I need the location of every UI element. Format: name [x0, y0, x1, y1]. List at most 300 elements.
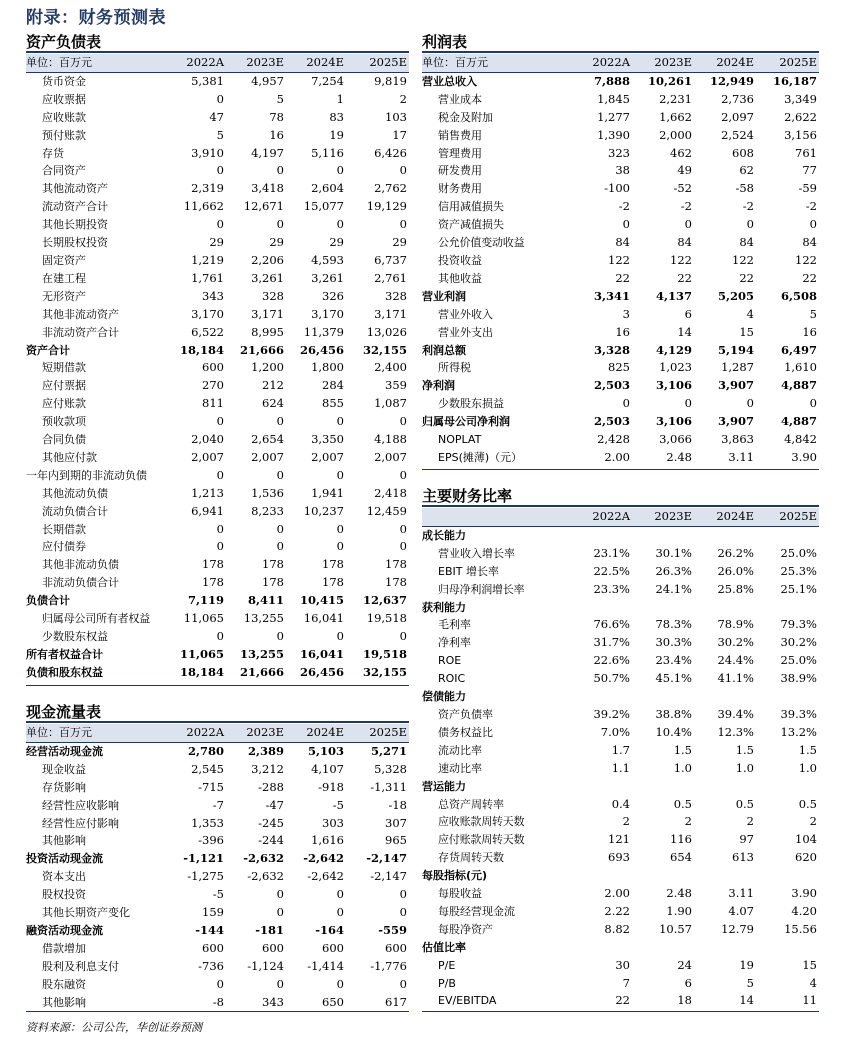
row-value: 24.4%	[717, 653, 754, 668]
row-value: -736	[198, 958, 224, 973]
row-value: 3,212	[251, 761, 284, 776]
row-label: 流动比率	[438, 743, 482, 757]
row-value: 84	[802, 235, 817, 250]
row-value: 4,957	[251, 73, 284, 88]
row-value: -396	[198, 833, 224, 848]
row-value: 39.4%	[717, 706, 754, 721]
row-value	[694, 867, 756, 885]
table-row	[422, 545, 819, 563]
row-label: 负债和股东权益	[26, 665, 103, 679]
row-value: 19	[329, 127, 344, 142]
row-value: 4,107	[311, 761, 344, 776]
row-value: 38	[615, 163, 630, 178]
table-row	[26, 72, 409, 90]
row-value: 600	[202, 360, 224, 375]
row-value: 29	[209, 235, 224, 250]
row-label: 非流动资产合计	[42, 325, 119, 339]
row-value: 0	[336, 521, 344, 536]
row-value: 23.1%	[593, 545, 630, 560]
table-row	[26, 742, 409, 760]
row-value: 0	[622, 217, 630, 232]
row-value: 2	[809, 814, 817, 829]
row-value: 18,184	[179, 664, 224, 679]
row-label: 应付债券	[42, 540, 86, 554]
row-value: 178	[262, 575, 284, 590]
row-value: -1,124	[247, 958, 284, 973]
table-row	[422, 867, 819, 885]
row-label: 营运能力	[422, 779, 466, 793]
row-value: 359	[385, 378, 407, 393]
row-value: 11,065	[179, 646, 224, 661]
row-label: 公允价值变动收益	[438, 236, 525, 250]
table-row	[422, 849, 819, 867]
row-value: 2,761	[374, 270, 407, 285]
cash-flow-title: 现金流量表	[26, 703, 102, 721]
row-value: 29	[269, 235, 284, 250]
row-value: 4,842	[784, 432, 817, 447]
table-row	[422, 216, 819, 234]
row-value: 6,737	[374, 252, 407, 267]
row-value: 3,171	[251, 306, 284, 321]
row-value: 3.90	[791, 449, 817, 464]
row-label: 税金及附加	[438, 110, 493, 124]
row-value: -144	[195, 922, 224, 937]
row-value: 0	[336, 467, 344, 482]
row-value: 178	[262, 557, 284, 572]
row-value	[756, 867, 819, 885]
row-value: 0	[684, 217, 692, 232]
table-row	[422, 127, 819, 145]
row-label: 其他长期投资	[42, 218, 108, 232]
row-value: 4.07	[728, 903, 754, 918]
table-row	[26, 574, 409, 592]
row-value: 0	[684, 396, 692, 411]
row-value: 600	[385, 940, 407, 955]
row-label: 股权投资	[42, 888, 86, 902]
row-value: 19,518	[366, 611, 407, 626]
row-label: 资产减值损失	[438, 218, 504, 232]
row-value: 30.2%	[780, 635, 817, 650]
row-value: 2,007	[251, 449, 284, 464]
row-value: 24.1%	[655, 581, 692, 596]
table-row	[26, 467, 409, 485]
row-value: 22	[802, 270, 817, 285]
row-value: 22	[739, 270, 754, 285]
row-value: 5	[809, 306, 817, 321]
row-label: 一年内到期的非流动负债	[26, 468, 147, 482]
row-label: 少数股东权益	[42, 630, 108, 643]
row-value: 0	[276, 414, 284, 429]
row-value: 0	[216, 976, 224, 991]
row-value: 2,319	[191, 181, 224, 196]
row-label: 归属母公司所有者权益	[42, 612, 150, 626]
row-value	[756, 939, 819, 957]
row-value: 0	[399, 905, 407, 920]
row-label: 营业外收入	[438, 307, 493, 321]
row-value: 5,271	[370, 743, 407, 758]
cash-flow-table	[26, 724, 409, 1012]
table-row	[26, 288, 409, 306]
row-value: 5,194	[717, 342, 754, 357]
row-value: 21,666	[239, 664, 284, 679]
row-value: 159	[202, 905, 224, 920]
row-label: 应付账款	[42, 397, 86, 411]
row-value: 13,026	[366, 324, 407, 339]
row-value: 122	[608, 252, 630, 267]
row-value: 11	[802, 993, 817, 1008]
row-value: 5	[746, 975, 754, 990]
table-row	[422, 831, 819, 849]
row-value: 3,106	[655, 414, 692, 429]
table-row	[26, 904, 409, 922]
row-value: 26,456	[299, 342, 344, 357]
row-value: 0.5	[673, 796, 692, 811]
table-row	[422, 234, 819, 252]
table-row	[422, 921, 819, 939]
row-value: 825	[608, 360, 630, 375]
row-value: 0	[336, 539, 344, 554]
row-value: -1,414	[307, 958, 344, 973]
row-value: -8	[212, 994, 224, 1009]
row-label: 投资活动现金流	[26, 852, 103, 866]
row-value: 0	[399, 414, 407, 429]
row-value: 84	[739, 235, 754, 250]
row-value: 7	[622, 975, 630, 990]
row-value: 13.2%	[780, 724, 817, 739]
table-row	[26, 940, 409, 958]
row-value: 1.0	[673, 760, 692, 775]
row-value: 1,219	[191, 252, 224, 267]
table-row	[422, 688, 819, 706]
row-value: 0	[216, 467, 224, 482]
ratios-panel	[422, 485, 819, 1017]
row-value: 30.1%	[655, 545, 692, 560]
row-value: 24	[677, 957, 692, 972]
row-value: 11,065	[183, 611, 224, 626]
row-label: 营业总收入	[422, 74, 477, 88]
row-value: -7	[212, 797, 224, 812]
row-value: 2.48	[666, 886, 692, 901]
row-value: 0	[399, 887, 407, 902]
row-value: 25.8%	[717, 581, 754, 596]
row-value: 26,456	[299, 664, 344, 679]
row-value: 0	[276, 976, 284, 991]
table-row	[422, 760, 819, 778]
row-label: 预付账款	[42, 128, 86, 142]
row-label: 在建工程	[42, 271, 86, 285]
table-row	[26, 503, 409, 521]
row-value: 29	[329, 235, 344, 250]
row-value: -59	[798, 181, 817, 196]
row-value	[756, 778, 819, 796]
row-label: 归母净利润增长率	[438, 582, 525, 596]
header-year: 2023E	[226, 724, 286, 742]
table-row	[422, 72, 819, 90]
row-value: 22.6%	[593, 653, 630, 668]
table-row	[26, 994, 409, 1012]
row-value: 0	[809, 217, 817, 232]
row-value: 25.3%	[780, 563, 817, 578]
table-row	[26, 556, 409, 574]
row-label: 营业外支出	[438, 325, 493, 339]
header-year: 2023E	[632, 508, 694, 526]
row-value: 116	[670, 832, 692, 847]
table-row	[26, 234, 409, 252]
table-row	[26, 538, 409, 556]
row-value: 2,736	[721, 91, 754, 106]
row-label: 投资收益	[438, 253, 482, 267]
row-value: 122	[795, 252, 817, 267]
row-value: 12.3%	[717, 724, 754, 739]
row-value	[572, 599, 632, 617]
row-value: 1,761	[191, 270, 224, 285]
cash-flow-panel	[26, 701, 409, 1017]
table-row	[422, 359, 819, 377]
row-value: 3,106	[655, 378, 692, 393]
table-row	[26, 958, 409, 976]
row-value: 12.79	[721, 921, 754, 936]
row-value: 32,155	[362, 664, 407, 679]
row-label: 资本支出	[42, 870, 86, 884]
row-value: 178	[202, 557, 224, 572]
table-row	[26, 198, 409, 216]
row-value: 693	[608, 850, 630, 865]
row-value: 2,007	[374, 449, 407, 464]
table-row	[26, 886, 409, 904]
row-value: 3.90	[791, 886, 817, 901]
row-value: 7.0%	[600, 724, 630, 739]
table-row	[26, 109, 409, 127]
row-value: -100	[604, 181, 630, 196]
row-value: 5,103	[307, 743, 344, 758]
row-value	[632, 939, 694, 957]
table-row	[422, 634, 819, 652]
row-value: 38.8%	[655, 706, 692, 721]
row-label: 短期借款	[42, 361, 86, 375]
row-label: 应付账款周转天数	[438, 833, 525, 847]
row-value: 1,023	[659, 360, 692, 375]
row-value: 29	[392, 235, 407, 250]
row-value: 50.7%	[593, 671, 630, 686]
row-value: 3.11	[728, 886, 754, 901]
table-row	[26, 485, 409, 503]
row-value: -2	[680, 199, 692, 214]
row-label: 偿债能力	[422, 690, 466, 704]
row-value: 23.3%	[593, 581, 630, 596]
row-label: 财务费用	[438, 182, 482, 196]
table-row	[26, 359, 409, 377]
row-value: 1,941	[311, 485, 344, 500]
row-value: 22	[615, 270, 630, 285]
row-value: 97	[739, 832, 754, 847]
row-value: 2,604	[311, 181, 344, 196]
row-value: 12,949	[709, 73, 754, 88]
row-value: 77	[802, 163, 817, 178]
row-label: EBIT 增长率	[438, 564, 499, 578]
table-row	[26, 521, 409, 539]
row-value	[572, 778, 632, 796]
row-value: 0	[399, 629, 407, 643]
table-header-row	[422, 508, 819, 526]
table-row	[422, 563, 819, 581]
row-value: 6,497	[780, 342, 817, 357]
table-row	[422, 162, 819, 180]
row-value: 0	[399, 539, 407, 554]
row-value: 6,522	[191, 324, 224, 339]
row-value: 121	[608, 832, 630, 847]
row-label: 成长能力	[422, 528, 466, 542]
table-row	[422, 616, 819, 634]
row-value: 122	[670, 252, 692, 267]
row-value: 3,261	[311, 270, 344, 285]
row-value: -715	[198, 779, 224, 794]
row-value: 5,116	[311, 145, 344, 160]
row-value: 32,155	[362, 342, 407, 357]
row-value	[756, 688, 819, 706]
row-value: 6,426	[374, 145, 407, 160]
row-value: 39.3%	[780, 706, 817, 721]
row-value: 13,255	[243, 611, 284, 626]
row-value: 78.3%	[655, 617, 692, 632]
row-value: 650	[322, 994, 344, 1009]
row-value: 4,188	[374, 432, 407, 447]
row-value: 2,428	[597, 432, 630, 447]
table-row	[422, 431, 819, 449]
row-value: 103	[385, 109, 407, 124]
row-value: 84	[615, 235, 630, 250]
row-value: -58	[735, 181, 754, 196]
table-row	[26, 431, 409, 449]
row-value: 1,662	[659, 109, 692, 124]
row-value: 855	[322, 396, 344, 411]
row-value: -2,147	[370, 869, 407, 884]
row-label: 其他应付款	[42, 450, 97, 464]
row-value: 78.9%	[717, 617, 754, 632]
row-value: 0	[622, 396, 630, 411]
table-row	[422, 939, 819, 957]
row-value: 0	[216, 163, 224, 178]
table-row	[422, 413, 819, 431]
row-value: 6,941	[191, 503, 224, 518]
row-value: 8,411	[247, 593, 284, 608]
row-value: 5,328	[374, 761, 407, 776]
income-statement-title-rule	[422, 51, 819, 53]
row-value: 178	[322, 557, 344, 572]
table-row	[26, 91, 409, 109]
row-value: 178	[322, 575, 344, 590]
row-label: 所得税	[438, 361, 471, 375]
row-value: 16,187	[772, 73, 817, 88]
table-row	[26, 850, 409, 868]
row-value: 4,593	[311, 252, 344, 267]
row-value: 84	[677, 235, 692, 250]
row-value: 212	[262, 378, 284, 393]
row-value: -47	[265, 797, 284, 812]
row-value: 617	[385, 994, 407, 1009]
row-value: 0	[276, 539, 284, 554]
row-value: 10.4%	[655, 724, 692, 739]
table-row	[422, 306, 819, 324]
row-value: 22	[615, 993, 630, 1008]
row-label: 流动资产合计	[42, 200, 108, 214]
row-value: 328	[262, 288, 284, 303]
table-row	[422, 724, 819, 742]
table-row	[26, 646, 409, 664]
table-row	[26, 832, 409, 850]
row-value: -559	[378, 922, 407, 937]
row-label: 经营性应收影响	[42, 798, 119, 812]
row-value: 462	[670, 145, 692, 160]
row-label: 长期借款	[42, 522, 86, 536]
row-value: 5	[276, 91, 284, 106]
row-value: 2.48	[666, 449, 692, 464]
ratios-title-rule	[422, 505, 819, 507]
row-value: 23.4%	[655, 653, 692, 668]
table-row	[422, 91, 819, 109]
row-value: 2,762	[374, 181, 407, 196]
balance-sheet-table	[26, 54, 409, 682]
row-value: 4	[746, 306, 754, 321]
row-value: 1.5	[735, 742, 754, 757]
row-value: 1,390	[597, 127, 630, 142]
row-value: 6	[684, 306, 692, 321]
row-value: 1,536	[251, 485, 284, 500]
table-row	[26, 592, 409, 610]
row-label: 存货周转天数	[438, 851, 504, 865]
row-value: -288	[258, 779, 284, 794]
row-value: 83	[329, 109, 344, 124]
table-row	[26, 252, 409, 270]
row-value: 79.3%	[780, 617, 817, 632]
header-unit-label: 单位：百万元	[26, 724, 166, 742]
row-value: 25.0%	[780, 653, 817, 668]
row-value: 3,418	[251, 181, 284, 196]
row-label: 合同资产	[42, 164, 86, 178]
row-label: 营业收入增长率	[438, 546, 515, 560]
row-value: 0	[399, 976, 407, 991]
row-value: 1,610	[784, 360, 817, 375]
row-value: 17	[392, 127, 407, 142]
row-value: 15.56	[784, 921, 817, 936]
row-label: 其他流动负债	[42, 486, 108, 500]
header-year: 2022A	[166, 724, 226, 742]
table-row	[422, 395, 819, 413]
table-row	[422, 526, 819, 544]
row-value	[632, 778, 694, 796]
header-year: 2024E	[286, 54, 346, 72]
row-value: 16,041	[303, 611, 344, 626]
row-value: 16	[802, 324, 817, 339]
table-row	[26, 216, 409, 234]
header-year: 2023E	[632, 54, 694, 72]
row-value: 2,206	[251, 252, 284, 267]
row-label: 固定资产	[42, 253, 86, 267]
cash-flow-title-rule	[26, 721, 409, 723]
row-label: NOPLAT	[438, 433, 482, 447]
table-row	[26, 922, 409, 940]
row-value: 3,907	[717, 414, 754, 429]
row-label: 存货	[42, 146, 64, 160]
table-row	[422, 778, 819, 796]
row-value: 3,170	[311, 306, 344, 321]
row-value: 2	[622, 814, 630, 829]
row-label: 负债合计	[26, 594, 70, 608]
row-value: 2,097	[721, 109, 754, 124]
row-value: 178	[385, 575, 407, 590]
row-label: 所有者权益合计	[26, 647, 103, 661]
row-value: 3,261	[251, 270, 284, 285]
row-value: 2,545	[191, 761, 224, 776]
